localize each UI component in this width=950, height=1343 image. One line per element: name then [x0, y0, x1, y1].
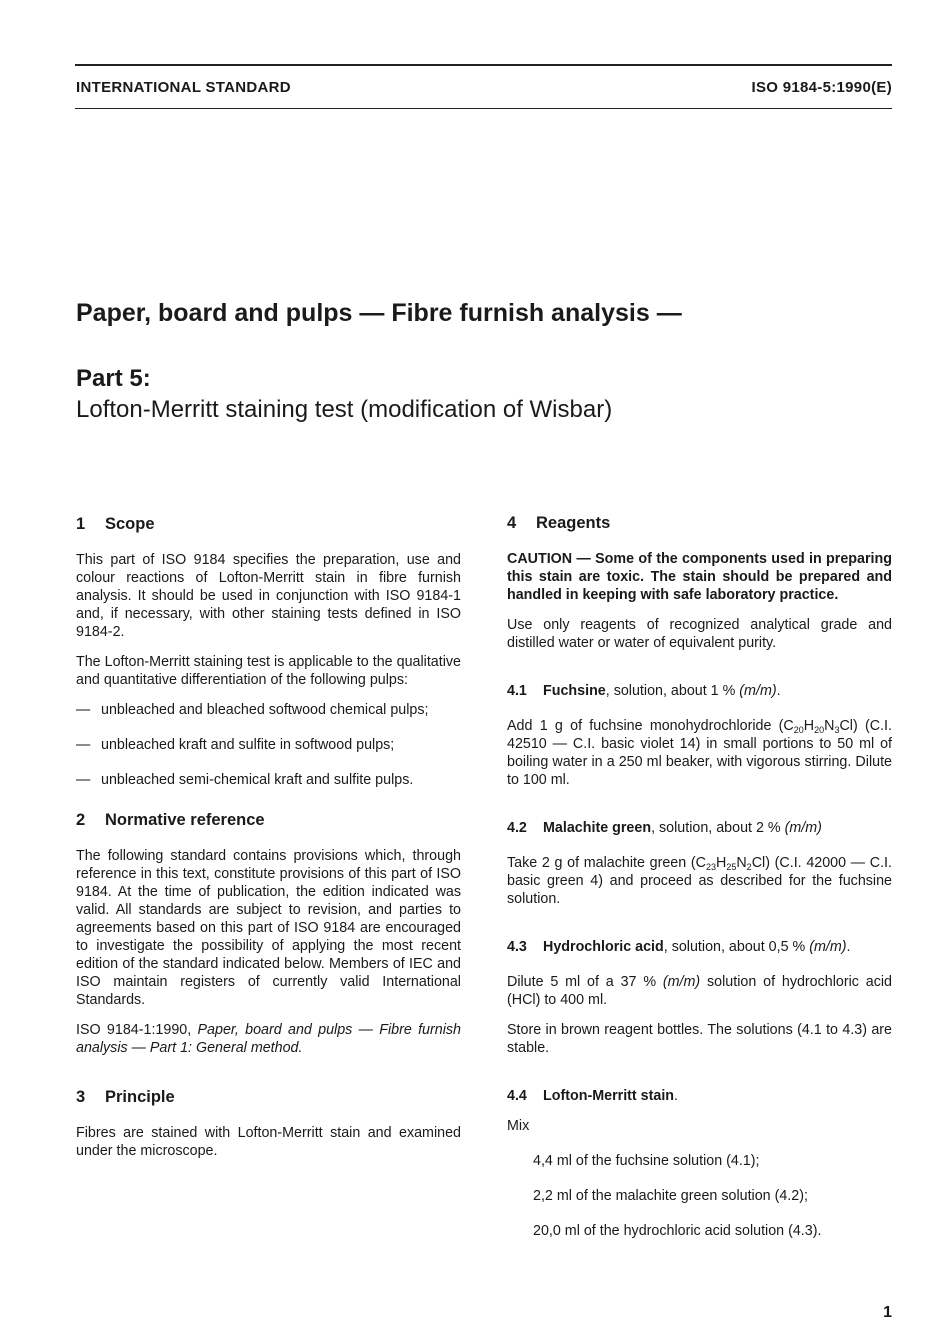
reagents-paragraph: Use only reagents of recognized analytical grade and distilled water or water of equivalent purity.: [507, 617, 892, 651]
document-title: Paper, board and pulps — Fibre furnish analysis —: [76, 299, 682, 327]
malachite-green-paragraph: Take 2 g of malachite green $(C_{23}H_{25}N_2Cl)$ (C.I. 42000 — C.I. basic green 4) and proceed as described for the fuchsine solution.: [507, 855, 892, 907]
section-heading-normative-reference: 2 Normative reference: [76, 811, 265, 829]
scope-paragraph-1: This part of ISO 9184 specifies the preparation, use and colour reactions of Lofton-Merritt stain in fibre furnish analysis. It should be used in conjunction with ISO 9184-1 and, if necessary, with other staining tests defined in ISO 9184-2.: [76, 552, 461, 640]
subsection-heading-4-3: 4.3 Hydrochloric acid, solution, about 0,5 % (m/m).: [507, 939, 851, 955]
fuchsine-paragraph: Add 1 g of fuchsine monohydrochloride $(C_{20}H_{20}N_3Cl)$ (C.I. 42510 — C.I. basic violet 14) in small portions to 50 ml of boiling water in a 250 ml beaker, with vigorous stirring. Dilute to 100 ml.: [507, 718, 892, 788]
normative-paragraph: The following standard contains provisions which, through reference in this text, constitute provisions of this part of ISO 9184. At the time of publication, the edition indicated was valid. All standards are subject to revision, and parties to agreements based on this part of ISO 9184 are encouraged to investigate the possibility of applying the most recent edition of the standard indicated below. Members of IEC and ISO maintain registers of currently valid International Standards.: [76, 848, 461, 1008]
scope-paragraph-2: The Lofton-Merritt staining test is applicable to the qualitative and quantitative differentiation of the following pulps:: [76, 654, 461, 688]
document-type: INTERNATIONAL STANDARD: [76, 79, 291, 96]
list-item: 2,2 ml of the malachite green solution (4.2);: [533, 1188, 808, 1204]
part-label: Part 5:: [76, 365, 151, 392]
mix-label: Mix: [507, 1118, 530, 1134]
page-number: 1: [883, 1304, 892, 1321]
part-subtitle: Lofton-Merritt staining test (modification of Wisbar): [76, 396, 613, 423]
subsection-heading-4-2: 4.2 Malachite green, solution, about 2 % (m/m): [507, 820, 822, 836]
subsection-heading-4-4: 4.4 Lofton-Merritt stain.: [507, 1088, 679, 1104]
pulp-list: [76, 701, 461, 789]
normative-reference-entry: ISO 9184-1:1990, Paper, board and pulps — Fibre furnish analysis — Part 1: General method.: [76, 1022, 461, 1056]
principle-paragraph: Fibres are stained with Lofton-Merritt stain and examined under the microscope.: [76, 1125, 461, 1159]
header-rule-bottom: [75, 108, 892, 109]
header-rule-top: [75, 64, 892, 66]
list-item: — unbleached kraft and sulfite in softwood pulps;: [76, 737, 395, 753]
section-heading-scope: 1 Scope: [76, 515, 155, 533]
list-item: — unbleached semi-chemical kraft and sulfite pulps.: [76, 772, 414, 788]
section-heading-reagents: 4 Reagents: [507, 514, 611, 532]
caution-note: CAUTION — Some of the components used in preparing this stain are toxic. The stain should be prepared and handled in keeping with safe laboratory practice.: [507, 551, 892, 603]
storage-paragraph: Store in brown reagent bottles. The solutions (4.1 to 4.3) are stable.: [507, 1022, 892, 1056]
document-number: ISO 9184-5:1990(E): [751, 79, 892, 96]
list-item: — unbleached and bleached softwood chemical pulps;: [76, 702, 429, 718]
hydrochloric-acid-paragraph: Dilute 5 ml of a 37 % (m/m) solution of hydrochloric acid (HCl) to 400 ml.: [507, 974, 892, 1008]
right-column: [507, 513, 892, 1257]
list-item: 20,0 ml of the hydrochloric acid solution (4.3).: [533, 1223, 822, 1239]
left-column: [76, 514, 461, 1172]
list-item: 4,4 ml of the fuchsine solution (4.1);: [533, 1153, 760, 1169]
section-heading-principle: 3 Principle: [76, 1088, 175, 1106]
subsection-heading-4-1: 4.1 Fuchsine, solution, about 1 % (m/m).: [507, 683, 781, 699]
